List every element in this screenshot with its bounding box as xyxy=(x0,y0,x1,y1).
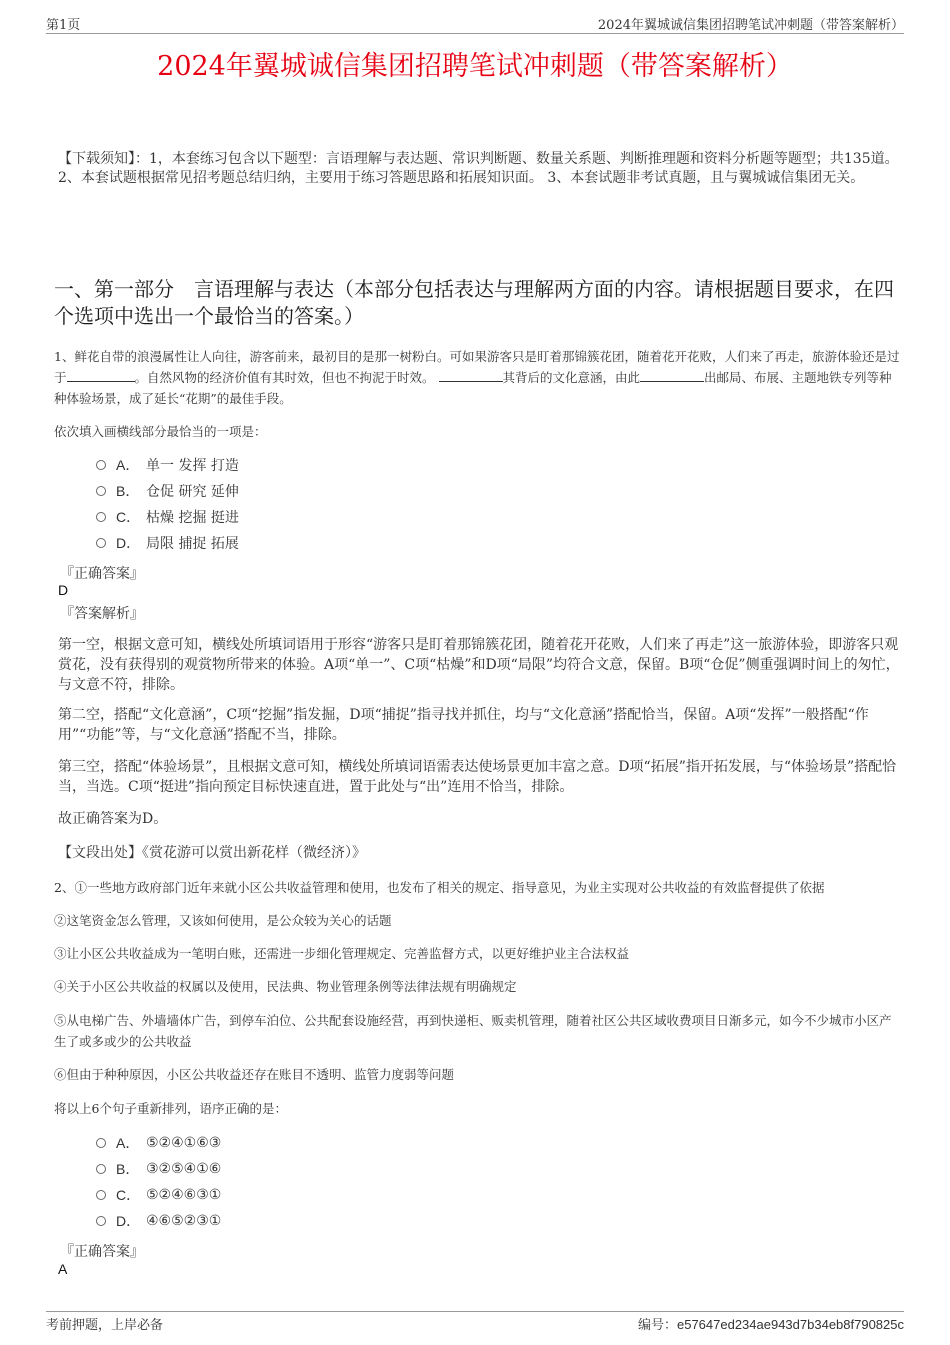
header-divider xyxy=(46,33,904,34)
option-a[interactable]: A． ⑤②④①⑥③ xyxy=(96,1130,221,1156)
section-heading: 一、第一部分 言语理解与表达（本部分包括表达与理解两方面的内容。请根据题目要求，在四个选项中选出一个最恰当的答案。） xyxy=(54,277,894,328)
option-a[interactable]: A． 单一 发挥 打造 xyxy=(96,452,239,478)
analysis-paragraph: 第三空，搭配“体验场景”，且根据文意可知，横线处所填词语需表达使场景更加丰富之意。D项“拓展”指开拓发展，与“体验场景”搭配恰当，当选。C项“挺进”指向预定目标快速直进，置于此处与“出”连用不恰当，排除。 xyxy=(58,759,897,795)
option-d[interactable]: D． 局限 捕捉 拓展 xyxy=(96,530,239,556)
answer-value: A xyxy=(58,1261,68,1277)
option-d[interactable]: D． ④⑥⑤②③① xyxy=(96,1208,221,1234)
radio-icon[interactable] xyxy=(96,1216,106,1226)
radio-icon[interactable] xyxy=(96,1164,106,1174)
answer-label: 『正确答案』 xyxy=(60,566,144,582)
analysis-conclusion: 故正确答案为D。 xyxy=(58,811,168,827)
download-notice: 【下载须知】：1，本套练习包含以下题型：言语理解与表达题、常识判断题、数量关系题、判断推理题和资料分析题等题型；共135道。 2、本套试题根据常见招考题总结归纳，主要用于练习答题思路和拓展知识面。 3、本套试题非考试真题，且与翼城诚信集团无关。 xyxy=(58,151,899,186)
header-doc-title: 2024年翼城诚信集团招聘笔试冲刺题（带答案解析） xyxy=(597,18,904,33)
footer-divider xyxy=(46,1311,904,1312)
question-2-sentence: ⑥但由于种种原因，小区公共收益还存在账目不透明、监管力度弱等问题 xyxy=(54,1067,455,1082)
question-1-prompt: 依次填入画横线部分最恰当的一项是： xyxy=(54,424,267,439)
footer-code: 编号：e57647ed234ae943d7b34eb8f790825c xyxy=(637,1317,904,1333)
radio-icon[interactable] xyxy=(96,1190,106,1200)
question-2-sentence: ②这笔资金怎么管理，又该如何使用，是公众较为关心的话题 xyxy=(54,913,392,928)
page-number: 第1页 xyxy=(46,18,81,33)
option-c[interactable]: C． ⑤②④⑥③① xyxy=(96,1182,221,1208)
analysis-paragraph: 第二空，搭配“文化意涵”，C项“挖掘”指发掘，D项“捕捉”指寻找并抓住，均与“文化意涵”搭配恰当，保留。A项“发挥”一般搭配“作用”“功能”等，与“文化意涵”搭配不当，排除。 xyxy=(58,707,869,743)
footer-slogan: 考前押题，上岸必备 xyxy=(46,1318,164,1333)
option-b[interactable]: B． 仓促 研究 延伸 xyxy=(96,478,239,504)
question-2-sentence: ③让小区公共收益成为一笔明白账，还需进一步细化管理规定、完善监督方式，以更好维护业主合法权益 xyxy=(54,946,630,961)
question-2-sentence: 2、①一些地方政府部门近年来就小区公共收益管理和使用，也发布了相关的规定、指导意见，为业主实现对公共收益的有效监督提供了依据 xyxy=(54,880,825,895)
question-2-sentence: ④关于小区公共收益的权属以及使用，民法典、物业管理条例等法律法规有明确规定 xyxy=(54,979,517,994)
radio-icon[interactable] xyxy=(96,538,106,548)
document-title: 2024年翼城诚信集团招聘笔试冲刺题（带答案解析） xyxy=(157,51,793,82)
question-2-prompt: 将以上6个句子重新排列，语序正确的是： xyxy=(54,1101,287,1116)
radio-icon[interactable] xyxy=(96,460,106,470)
answer-label: 『正确答案』 xyxy=(60,1244,144,1260)
analysis-label: 『答案解析』 xyxy=(60,606,144,622)
question-1-options xyxy=(96,452,239,556)
option-c[interactable]: C． 枯燥 挖掘 挺进 xyxy=(96,504,239,530)
analysis-paragraph: 第一空，根据文意可知，横线处所填词语用于形容“游客只是盯着那锦簇花团，随着花开花败，人们来了再走”这一旅游体验，即游客只观赏花，没有获得别的观赏物所带来的体验。A项“单一”、C项“枯燥”和D项“局限”均符合文意，保留。B项“仓促”侧重强调时间上的匆忙，与文意不符，排除。 xyxy=(58,637,900,693)
radio-icon[interactable] xyxy=(96,486,106,496)
source-citation: 【文段出处】《赏花游可以赏出新花样（微经济）》 xyxy=(58,845,366,861)
question-1-text: 1、鲜花自带的浪漫属性让人向往，游客前来，最初目的是那一树粉白。可如果游客只是盯着那锦簇花团，随着花开花败，人们来了再走，旅游体验还是过于 。自然风物的经济价值有其时效，但也不拘泥于时效。 其背后的文化意涵，由此 出邮局、布展、主题地铁专列等种种体验场景，成了延长“花期”的最佳手段。 xyxy=(54,349,900,406)
question-2-sentence: ⑤从电梯广告、外墙墙体广告，到停车泊位、公共配套设施经营，再到快递柜、贩卖机管理，随着社区公共区域收费项目日渐多元，如今不少城市小区产生了或多或少的公共收益 xyxy=(54,1013,892,1049)
option-b[interactable]: B． ③②⑤④①⑥ xyxy=(96,1156,221,1182)
answer-value: D xyxy=(58,582,69,598)
radio-icon[interactable] xyxy=(96,512,106,522)
radio-icon[interactable] xyxy=(96,1138,106,1148)
question-2-options xyxy=(96,1130,221,1234)
